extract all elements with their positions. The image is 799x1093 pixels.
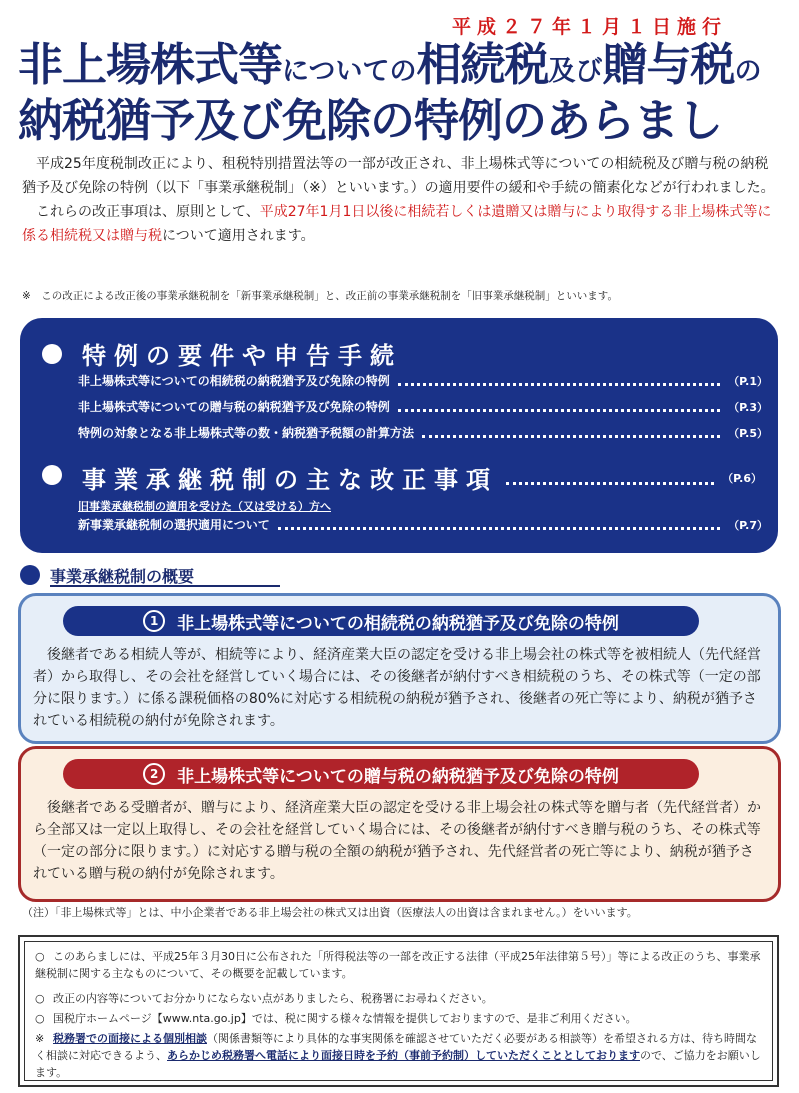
info-box-inner (24, 941, 773, 1081)
toc-sub-link[interactable]: 旧事業承継税制の適用を受けた（又は受ける）方へ (78, 500, 331, 513)
effective-date: 平成２７年１月１日施行 (452, 16, 728, 38)
toc-item[interactable] (78, 424, 768, 441)
title-part: の (734, 56, 762, 87)
info-bullet: ○ (35, 1012, 45, 1025)
toc-section-2-page: （P.6） (722, 471, 762, 485)
info-text: このあらましには、平成25年３月30日に公布された「所得税法等の一部を改正する法律（平成25年法律第５号）」等による改正のうち、事業承継税制に関する主なものについて、その概要を記載しています。 (35, 950, 761, 980)
info-row (35, 1010, 765, 1027)
toc-item-label: 非上場株式等についての贈与税の納税猶予及び免除の特例 (78, 400, 390, 414)
gift-tax-title (63, 759, 699, 789)
toc-item-label: 特例の対象となる非上場株式等の数・納税猶予税額の計算方法 (78, 426, 415, 440)
info-text: （関係書類等により具体的な事実関係を確認させていただく必要がある相談等）を希望される方は、待ち時間なく相談に対応できるよう、 (35, 1032, 757, 1062)
toc-item-page: （P.5） (728, 426, 768, 440)
leader-dots (398, 383, 720, 386)
intro-p2-a: これらの改正事項は、原則として、 (36, 204, 260, 220)
leader-dots (422, 435, 720, 438)
leader-dots (398, 409, 720, 412)
overview-heading (20, 563, 780, 587)
intro-paragraph-1: 平成25年度税制改正により、租税特別措置法等の一部が改正され、非上場株式等についての相続税及び贈与税の納税猶予及び免除の特例（以下「事業承継税制」（※）といいます。）の適用要件の緩和や手続の簡素化などが行われました。 (22, 156, 775, 196)
toc-item[interactable] (78, 516, 768, 533)
title-part: 相続税 (416, 38, 549, 91)
intro-p2-b: について適用されます。 (162, 228, 315, 244)
info-row (35, 948, 765, 982)
toc-item[interactable] (78, 398, 768, 415)
info-box (18, 935, 779, 1087)
inheritance-tax-title (63, 606, 699, 636)
toc-item-page: （P.1） (728, 374, 768, 388)
gift-tax-body: 後継者である受贈者が、贈与により、経済産業大臣の認定を受ける非上場会社の株式等を贈与者（先代経営者）から全部又は一定以上取得し、その会社を経営していく場合には、その後継者が納付すべき贈与税のうち、その株式等（一定の部分に限ります。）に対応する贈与税の全額の納税が猶予され、先代経営者の死亡等により、納税が猶予されている贈与税の納付が免除されます。 (33, 800, 761, 882)
intro-p2-highlight: 平成27年1月1日以後に相続若しくは遺贈又は贈与により取得する非上場株式等に係る相続税又は贈与税 (22, 204, 772, 244)
info-text[interactable]: 国税庁ホームページ【www.nta.go.jp】では、税に関する様々な情報を提供しておりますので、是非ご利用ください。 (53, 1012, 637, 1025)
definition-note: （注）「非上場株式等」とは、中小企業者である非上場会社の株式又は出資（医療法人の出資は含まれません。）をいいます。 (22, 906, 638, 919)
toc-item-page: （P.7） (728, 518, 768, 532)
box-title-text: 非上場株式等についての相続税の納税猶予及び免除の特例 (177, 613, 619, 634)
number-badge: 1 (143, 610, 165, 632)
number-badge: 2 (143, 763, 165, 785)
info-bullet: ○ (35, 950, 45, 963)
gift-tax-box (18, 746, 781, 902)
toc-section-1-title: 特例の要件や申告手続 (82, 342, 402, 370)
info-bullet: ○ (35, 992, 45, 1005)
inheritance-tax-box (18, 593, 781, 744)
toc-section-2-title: 事業承継税制の主な改正事項 (82, 466, 498, 494)
title-part: 及び (548, 56, 603, 87)
leader-dots (278, 527, 720, 530)
title-part: についての (282, 56, 417, 87)
toc-section-1-heading (42, 336, 402, 371)
info-text: ので、ご協力をお願いします。 (35, 1049, 761, 1079)
bullet-icon (42, 465, 62, 485)
info-row (35, 1030, 765, 1081)
bullet-icon (20, 565, 40, 585)
toc-item[interactable] (78, 372, 768, 389)
info-text: 改正の内容等についてお分かりにならない点がありましたら、税務署にお尋ねください。 (53, 992, 493, 1005)
toc-item-label: 非上場株式等についての相続税の納税猶予及び免除の特例 (78, 374, 390, 388)
bullet-icon (42, 344, 62, 364)
intro-text (22, 152, 782, 248)
info-highlight: あらかじめ税務署へ電話により面接日時を予約（事前予約制）していただくこととしております (167, 1049, 640, 1062)
toc-item-label: 新事業承継税制の選択適用について (78, 518, 270, 532)
title-part: 贈与税 (602, 38, 735, 91)
divider (50, 585, 280, 587)
toc-section-2-heading[interactable] (42, 460, 762, 495)
table-of-contents (20, 318, 778, 553)
page-title-line2: 納税猶予及び免除の特例のあらまし (18, 94, 723, 147)
info-bullet: ※ (35, 1032, 45, 1045)
intro-note: ※ この改正による改正後の事業承継税制を「新事業承継税制」と、改正前の事業承継税制を「旧事業承継税制」といいます。 (22, 290, 618, 302)
info-row (35, 990, 765, 1007)
leader-dots (506, 482, 714, 485)
inheritance-tax-body: 後継者である相続人等が、相続等により、経済産業大臣の認定を受ける非上場会社の株式等を被相続人（先代経営者）から取得し、その会社を経営していく場合には、その後継者が納付すべき相続税のうち、その株式等（一定の部分に限ります。）に係る課税価格の80%に対応する相続税の納税が猶予され、後継者の死亡等により、納税が猶予されている相続税の納付が免除されます。 (33, 647, 761, 729)
title-part: 非上場株式等 (18, 38, 283, 91)
box-title-text: 非上場株式等についての贈与税の納税猶予及び免除の特例 (177, 766, 619, 787)
overview-heading-text: 事業承継税制の概要 (50, 567, 195, 586)
toc-item-page: （P.3） (728, 400, 768, 414)
info-highlight: 税務署での面接による個別相談 (53, 1032, 207, 1045)
intro-paragraph-2 (22, 200, 782, 248)
